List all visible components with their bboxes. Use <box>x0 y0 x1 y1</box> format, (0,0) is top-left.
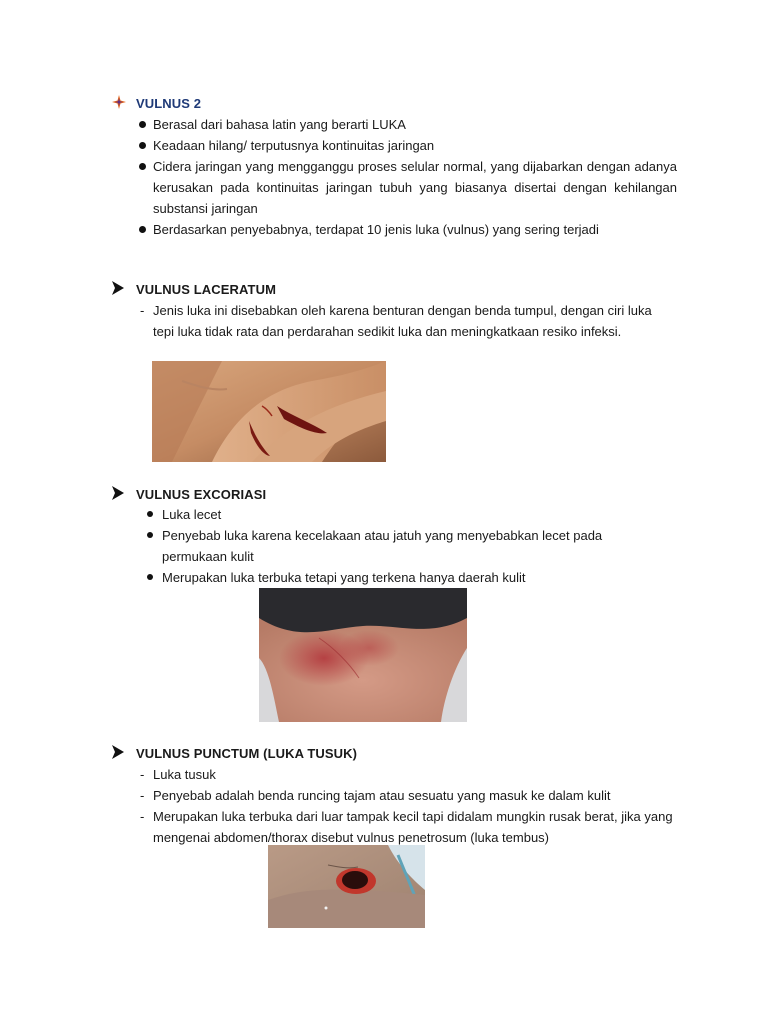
list-item: - Penyebab adalah benda runcing tajam atau sesuatu yang masuk ke dalam kulit <box>140 788 611 803</box>
bullet-icon <box>139 226 146 233</box>
section-heading-excoriasi <box>112 486 266 503</box>
bullet-icon <box>147 532 153 538</box>
section-heading-vulnus-2 <box>112 95 201 112</box>
section-title: VULNUS LACERATUM <box>136 282 277 297</box>
laceratum-wound-photo <box>152 361 386 462</box>
star-bullet-icon <box>112 95 130 112</box>
list-item: Luka lecet <box>145 504 665 525</box>
vulnus-2-list <box>139 114 677 240</box>
excoriasi-wound-photo <box>259 588 467 722</box>
list-item: - Jenis luka ini disebabkan oleh karena benturan dengan benda tumpul, dengan ciri luka tepi luka tidak rata dan perdarahan sedikit luka dan meningkatkaan resiko infeksi. <box>140 303 652 339</box>
bullet-icon <box>147 574 153 580</box>
bullet-icon <box>139 121 146 128</box>
section-heading-punctum <box>112 745 357 762</box>
list-item: Penyebab luka karena kecelakaan atau jatuh yang menyebabkan lecet pada permukaan kulit <box>145 525 665 567</box>
list-item: Keadaan hilang/ terputusnya kontinuitas jaringan <box>139 135 677 156</box>
excoriasi-list <box>145 504 665 588</box>
section-heading-laceratum <box>112 281 276 298</box>
section-title: VULNUS EXCORIASI <box>136 487 267 502</box>
bullet-icon <box>139 142 146 149</box>
list-item: Cidera jaringan yang mengganggu proses selular normal, yang dijabarkan dengan adanya kerusakan pada kontinuitas jaringan tubuh yang biasanya disertai dengan kehilangan substansi jaringan <box>139 156 677 219</box>
list-item: - Luka tusuk <box>140 767 216 782</box>
section-title: VULNUS 2 <box>136 96 202 111</box>
list-item: - Merupakan luka terbuka dari luar tampak kecil tapi didalam mungkin rusak berat, jika yang mengenai abdomen/thorax disebut vulnus penetrosum (luka tembus) <box>140 809 673 845</box>
bullet-icon <box>147 511 153 517</box>
arrow-bullet-icon <box>112 486 130 503</box>
list-item: Merupakan luka terbuka tetapi yang terkena hanya daerah kulit <box>145 567 665 588</box>
punctum-wound-photo <box>268 845 425 928</box>
section-title: VULNUS PUNCTUM (LUKA TUSUK) <box>136 746 358 761</box>
arrow-bullet-icon <box>112 745 130 762</box>
list-item: Berdasarkan penyebabnya, terdapat 10 jenis luka (vulnus) yang sering terjadi <box>139 219 677 240</box>
bullet-icon <box>139 163 146 170</box>
arrow-bullet-icon <box>112 281 130 298</box>
punctum-list <box>138 764 678 848</box>
list-item: Berasal dari bahasa latin yang berarti LUKA <box>139 114 677 135</box>
laceratum-list <box>138 300 658 342</box>
